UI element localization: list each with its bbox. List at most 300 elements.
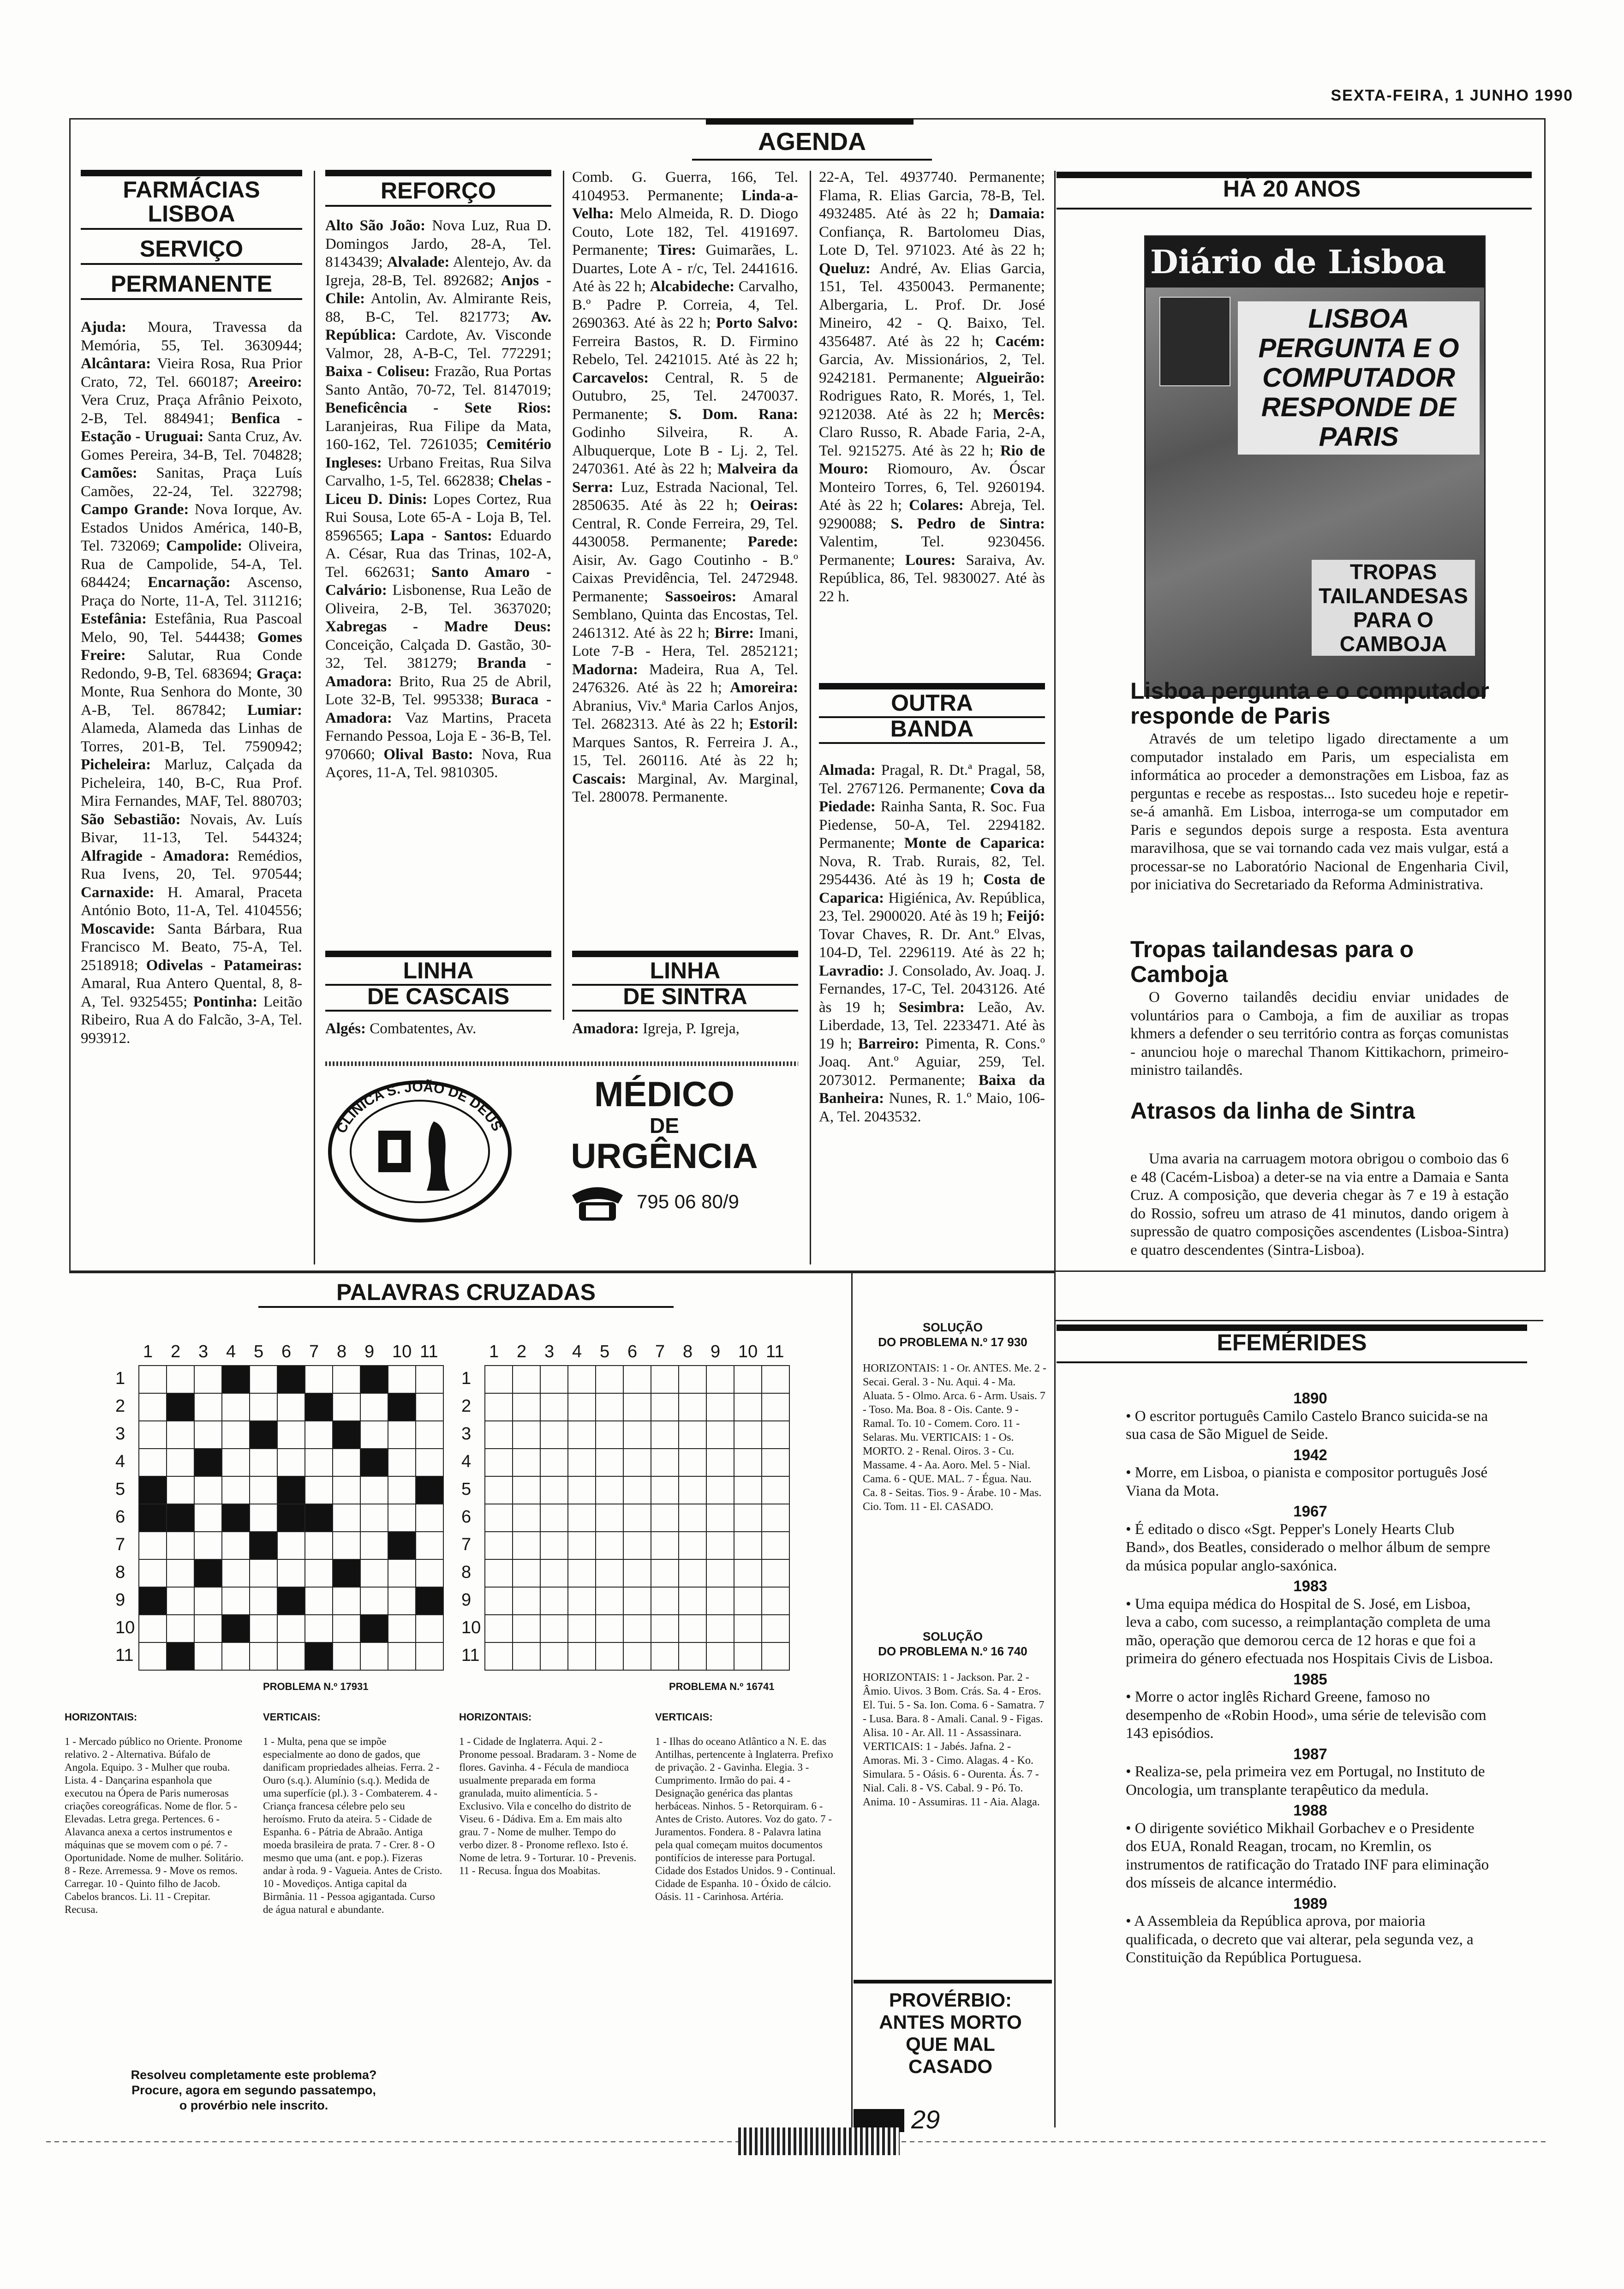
grid-cell (360, 1449, 388, 1476)
grid-cell (706, 1421, 734, 1449)
grid-cell (762, 1421, 789, 1449)
grid-cell (416, 1421, 443, 1449)
grid-cell (596, 1449, 623, 1476)
grid-cell (651, 1615, 679, 1642)
grid-cell (623, 1642, 651, 1670)
grid-cell (388, 1504, 416, 1532)
grid-cell (596, 1615, 623, 1642)
grid-cell (513, 1615, 540, 1642)
grid-cell (540, 1476, 568, 1504)
sintra-list: 22-A, Tel. 4937740. Permanente; Flama, R. Elias Garcia, 78-B, Tel. 4932485. Até às 22 h; Damaia: Confiança, R. Bartolomeu Dias, Lote D, Tel. 971023. Até às 22 h; Queluz: André, Av. Elias Garcia, 151, Tel. 4350043. Permanente; Albergaria, L. Prof. Dr. José Mineiro, 42 - Q. Baixo, Tel. 4356487. Até às 22 h; Cacém: Garcia, Av. Missionários, 2, Tel. 9242181. Permanente; Algueirão: Rodrigues Rato, R. Morés, 1, Tel. 9212038. Até às 22 h; Mercês: Claro Russo, R. Abade Faria, 2-A, Tel. 9215275. Até às 22 h; Rio de Mouro: Riomouro, Av. Óscar Monteiro Torres, 6, Tel. 9260194. Até às 22 h; Colares: Abreja, Tel. 9290088; S. Pedro de Sintra: Valentim, Tel. 9230456. Permanente; Loures: Saraiva, Av. República, 86, Tel. 9830027. Até às 22 h. (819, 169, 1045, 605)
crossword-footer-line: Resolveu completamente este problema? (131, 2068, 377, 2082)
grid-cell (167, 1421, 194, 1449)
grid-cell (513, 1504, 540, 1532)
grid-cell (734, 1642, 762, 1670)
grid-cell (360, 1615, 388, 1642)
grid-cell (485, 1421, 513, 1449)
grid-cell (596, 1421, 623, 1449)
grid-cell (388, 1532, 416, 1559)
grid-row-number: 2 (461, 1396, 472, 1416)
grid-cell (360, 1559, 388, 1587)
reforco-title: REFORÇO (325, 170, 551, 207)
grid-cell (139, 1421, 167, 1449)
efemerides-title: EFEMÉRIDES (1217, 1330, 1367, 1355)
article-2-head: Tropas tailandesas para o Camboja (1130, 936, 1414, 987)
grid-cell (762, 1559, 789, 1587)
grid-cell (596, 1642, 623, 1670)
grid-cell (513, 1587, 540, 1615)
grid-cell (416, 1449, 443, 1476)
grid-cell (194, 1615, 222, 1642)
grid-column-number: 2 (171, 1342, 181, 1361)
grid-cell (679, 1504, 706, 1532)
grid-cell (706, 1449, 734, 1476)
grid-cell (333, 1449, 360, 1476)
grid-cell (706, 1532, 734, 1559)
farmacias-subtitle-permanente: PERMANENTE (81, 270, 302, 300)
efemeride-year: 1987 (1293, 1745, 1327, 1762)
clues-left-horizontal: 1 - Mercado público no Oriente. Pronome relativo. 2 - Alternativa. Búfalo de Angola. Equipo. 3 - Mulher que rouba. Lista. 4 - Dançarina espanhola que executou na Ópera de Paris numerosas criações coreográficas. Nome de flor. 5 - Elevadas. Letra grega. Pertences. 6 - Alavanca anexa a certos instrumentos e máquinas que se movem com o pé. 7 - Oportunidade. Nome de mulher. Solitário. 8 - Reze. Arremessa. 9 - Move os remos. Carregar. 10 - Quinto filho de Jacob. Cabelos brancos. Li. 11 - Crepitar. Recusa. (65, 1736, 244, 1915)
dateline: SEXTA-FEIRA, 1 JUNHO 1990 (1331, 87, 1573, 104)
crossword-footer-line: o provérbio nele inscrito. (179, 2098, 328, 2112)
grid-cell (513, 1642, 540, 1670)
grid-cell (540, 1615, 568, 1642)
grid-cell (762, 1642, 789, 1670)
grid-cell (277, 1587, 305, 1615)
grid-cell (485, 1476, 513, 1504)
grid-row-number: 11 (461, 1646, 480, 1665)
outra-banda-title: OUTRA (819, 683, 1045, 718)
grid-cell (277, 1559, 305, 1587)
grid-cell (194, 1587, 222, 1615)
grid-row-number: 4 (115, 1452, 125, 1471)
clues-right-horizontal-head: HORIZONTAIS: (459, 1711, 532, 1723)
grid-column-number: 5 (254, 1342, 264, 1361)
grid-cell (388, 1559, 416, 1587)
grid-cell (485, 1393, 513, 1421)
grid-cell (679, 1421, 706, 1449)
grid-cell (305, 1642, 333, 1670)
grid-row-number: 1 (115, 1369, 125, 1388)
grid-row-number: 9 (461, 1590, 472, 1610)
efemeride-text: • Realiza-se, pela primeira vez em Portugal, no Instituto de Oncologia, um transplante terapêutico da medula. (1126, 1763, 1485, 1798)
grid-cell (277, 1449, 305, 1476)
grid-column-number: 11 (766, 1342, 784, 1361)
grid-cell (167, 1476, 194, 1504)
grid-cell (706, 1587, 734, 1615)
clinic-logo-text: CLÍNICA S. JOÃO DE DEUS (334, 1079, 505, 1136)
grid-cell (277, 1476, 305, 1504)
grid-cell (194, 1559, 222, 1587)
grid-cell (139, 1476, 167, 1504)
grid-cell (305, 1587, 333, 1615)
grid-cell (250, 1587, 277, 1615)
grid-cell (360, 1642, 388, 1670)
cascais-list: Comb. G. Guerra, 166, Tel. 4104953. Permanente; Linda-a-Velha: Melo Almeida, R. D. Diogo Couto, Lote 182, Tel. 4191697. Permanente; Tires: Guimarães, L. Duartes, Lote A - r/c, Tel. 2441616. Até às 22 h; Alcabideche: Carvalho, B.º Padre P. Correia, 4, Tel. 2690363. Até às 22 h; Porto Salvo: Ferreira Bastos, R. D. Firmino Rebelo, Tel. 2421015. Até às 22 h; Carcavelos: Central, R. 5 de Outubro, 25, Tel. 2470037. Permanente; S. Dom. Rana: Godinho Silveira, R. A. Albuquerque, Lote B - Lj. 2, Tel. 2470361. Até às 22 h; Malveira da Serra: Luz, Estrada Nacional, Tel. 2850635. Até às 22 h; Oeiras: Central, R. Conde Ferreira, 29, Tel. 4430058. Permanente; Parede: Aisir, Av. Gago Coutinho - B.º Caixas Previdência, Tel. 2472948. Permanente; Sassoeiros: Amaral Semblano, Quinta das Encostas, Tel. 2461312. Até às 22 h; Birre: Imani, Lote 7-B - Hera, Tel. 2852121; Madorna: Madeira, Rua A, Tel. 2476326. Até às 22 h; Amoreira: Abranius, Viv.ª Maria Carlos Anjos, Tel. 2682313. Até às 22 h; Estoril: Marques Santos, R. Ferreira J. A., 15, Tel. 260116. Até às 22 h; Cascais: Marginal, Av. Marginal, Tel. 280078. Permanente. (572, 169, 798, 805)
grid-column-number: 4 (226, 1342, 236, 1361)
grid-cell (360, 1393, 388, 1421)
grid-cell (416, 1476, 443, 1504)
linha-cascais-text: Algés: Combatentes, Av. (325, 1020, 477, 1037)
efemeride-text: • Morre, em Lisboa, o pianista e compositor português José Viana da Mota. (1126, 1464, 1488, 1499)
problem-right-label: PROBLEMA N.º 16741 (669, 1681, 775, 1692)
grid-cell (679, 1642, 706, 1670)
grid-cell (360, 1366, 388, 1393)
column-divider (563, 171, 564, 1020)
grid-cell (139, 1449, 167, 1476)
solution-2-title-line: DO PROBLEMA N.º 16 740 (878, 1644, 1027, 1658)
grid-cell (596, 1559, 623, 1587)
grid-row-number: 5 (461, 1480, 472, 1499)
grid-cell (596, 1587, 623, 1615)
grid-cell (167, 1532, 194, 1559)
efemeride-text: • É editado o disco «Sgt. Pepper's Lonely Hearts Club Band», dos Beatles, considerado o melhor álbum de sempre da música popular anglo-saxónica. (1126, 1521, 1490, 1574)
grid-cell (679, 1615, 706, 1642)
proverbio-line: CASADO (908, 2055, 992, 2077)
grid-cell (623, 1366, 651, 1393)
grid-cell (305, 1559, 333, 1587)
page-number: 29 (911, 2105, 940, 2134)
grid-cell (568, 1393, 596, 1421)
barcode-strip (738, 2127, 900, 2155)
column-divider (314, 171, 315, 1264)
grid-cell (360, 1504, 388, 1532)
grid-cell (167, 1366, 194, 1393)
grid-cell (485, 1449, 513, 1476)
grid-cell (568, 1532, 596, 1559)
crossword-grid-filled (138, 1365, 444, 1671)
grid-cell (734, 1421, 762, 1449)
grid-cell (651, 1449, 679, 1476)
grid-cell (679, 1366, 706, 1393)
grid-row-number: 4 (461, 1452, 472, 1471)
grid-cell (568, 1366, 596, 1393)
solution-2-title (858, 1629, 1047, 1659)
grid-cell (167, 1449, 194, 1476)
linha-cascais-subtitle: DE CASCAIS (325, 983, 551, 1012)
grid-cell (250, 1615, 277, 1642)
grid-cell (623, 1532, 651, 1559)
grid-row-number: 3 (115, 1424, 125, 1444)
grid-cell (540, 1559, 568, 1587)
grid-cell (222, 1504, 250, 1532)
farmacias-list: Ajuda: Moura, Travessa da Memória, 55, Tel. 3630944; Alcântara: Vieira Rosa, Rua Prior Crato, 72, Tel. 660187; Areeiro: Vera Cruz, Praça Afrânio Peixoto, 2-B, Tel. 884941; Benfica - Estação - Uruguai: Santa Cruz, Av. Gomes Pereira, 34-B, Tel. 704828; Camões: Sanitas, Praça Luís Camões, 22-24, Tel. 322798; Campo Grande: Nova Iorque, Av. Estados Unidos América, 140-B, Tel. 732069; Campolide: Oliveira, Rua de Campolide, 54-A, Tel. 684424; Encarnação: Ascenso, Praça do Norte, 11-A, Tel. 311216; Estefânia: Estefânia, Rua Pascoal Melo, 90, Tel. 544438; Gomes Freire: Salutar, Rua Conde Redondo, 9-B, Tel. 683694; Graça: Monte, Rua Senhora do Monte, 30 A-B, Tel. 867842; Lumiar: Alameda, Alameda das Linhas de Torres, 201-B, Tel. 7590942; Picheleira: Marluz, Calçada da Picheleira, 140, B-C, Rua Prof. Mira Fernandes, MAF, Tel. 880703; São Sebastião: Novais, Av. Luís Bivar, 11-13, Tel. 544324; Alfragide - Amadora: Remédios, Rua Ivens, 20, Tel. 970544; Carnaxide: H. Amaral, Praceta António Boto, 11-A, Tel. 4104556; Moscavide: Santa Bárbara, Rua Francisco M. Beato, 75-A, Tel. 2518918; Odivelas - Patameiras: Amaral, Rua Antero Quental, 8, 8-A, Tel. 9325455; Pontinha: Leitão Ribeiro, Rua A do Falcão, 3-A, Tel. 993912. (81, 319, 302, 1047)
grid-cell (568, 1476, 596, 1504)
grid-cell (706, 1504, 734, 1532)
grid-cell (416, 1504, 443, 1532)
grid-cell (194, 1421, 222, 1449)
grid-cell (305, 1366, 333, 1393)
grid-cell (416, 1532, 443, 1559)
efemeride-year: 1989 (1293, 1894, 1327, 1912)
grid-cell (623, 1615, 651, 1642)
clipping-headline: LISBOA PERGUNTA E O COMPUTADOR RESPONDE DE PARIS (1238, 301, 1480, 455)
grid-cell (416, 1559, 443, 1587)
agenda-title-rule (692, 159, 932, 161)
efemerides-list (1126, 1389, 1495, 1969)
grid-cell (305, 1393, 333, 1421)
grid-cell (388, 1393, 416, 1421)
grid-cell (734, 1532, 762, 1559)
proverbio-line: ANTES MORTO (879, 2011, 1022, 2033)
grid-cell (762, 1615, 789, 1642)
grid-cell (167, 1587, 194, 1615)
ad-urgencia: URGÊNCIA (571, 1137, 758, 1176)
efemeride-year: 1967 (1293, 1503, 1327, 1520)
ha20-title-rule (1057, 208, 1532, 210)
proverbio-rule (854, 1980, 1052, 1983)
solution-1-title-line: DO PROBLEMA N.º 17 930 (878, 1335, 1027, 1349)
crossword-footer (92, 2067, 415, 2113)
linha-sintra-subtitle: DE SINTRA (572, 983, 798, 1012)
grid-cell (277, 1366, 305, 1393)
grid-cell (513, 1532, 540, 1559)
crossword-footer-line: Procure, agora em segundo passatempo, (131, 2083, 376, 2097)
ad-de: DE (650, 1114, 679, 1138)
grid-cell (596, 1504, 623, 1532)
solution-1-text: HORIZONTAIS: 1 - Or. ANTES. Me. 2 - Secai. Geral. 3 - Nu. Aqui. 4 - Ma. Aluata. 5 - Olmo. Arca. 6 - Arm. Usais. 7 - Toso. Ma. Boa. 8 - Ois. Cante. 9 - Ramal. To. 10 - Comem. Coro. 11 - Selaras. Mu. VERTICAIS: 1 - Os. MORTO. 2 - Renal. Oiros. 3 - Cu. Massame. 4 - Aa. Aoro. Mel. 5 - Nial. Cama. 6 - QUE. MAL. 7 - Égua. Nau. Ca. 8 - Seitas. Tios. 9 - Árabe. 10 - Mas. Cio. Tom. 11 - El. CASADO. (863, 1362, 1047, 1513)
crossword-title: PALAVRAS CRUZADAS (258, 1278, 674, 1308)
grid-cell (360, 1476, 388, 1504)
solution-1-title (858, 1320, 1047, 1349)
grid-cell (596, 1393, 623, 1421)
grid-cell (568, 1615, 596, 1642)
grid-cell (333, 1559, 360, 1587)
grid-row-number: 5 (115, 1480, 125, 1499)
grid-cell (679, 1587, 706, 1615)
grid-cell (222, 1615, 250, 1642)
article-3-head: Atrasos da linha de Sintra (1130, 1098, 1415, 1124)
grid-row-number: 7 (115, 1535, 125, 1554)
grid-cell (139, 1532, 167, 1559)
grid-cell (651, 1642, 679, 1670)
grid-cell (679, 1559, 706, 1587)
grid-cell (734, 1449, 762, 1476)
crossword-grid-empty (484, 1365, 790, 1671)
grid-cell (222, 1532, 250, 1559)
grid-cell (623, 1449, 651, 1476)
grid-cell (139, 1504, 167, 1532)
clipping-masthead: Diário de Lisboa (1146, 237, 1484, 288)
grid-cell (222, 1642, 250, 1670)
grid-cell (250, 1642, 277, 1670)
grid-cell (513, 1366, 540, 1393)
grid-cell (333, 1421, 360, 1449)
grid-cell (305, 1449, 333, 1476)
grid-cell (679, 1476, 706, 1504)
efemeride-year: 1983 (1293, 1577, 1327, 1594)
efemeride-year: 1890 (1293, 1390, 1327, 1407)
grid-cell (540, 1504, 568, 1532)
grid-cell (250, 1476, 277, 1504)
grid-cell (333, 1587, 360, 1615)
efemerides-divider (1054, 1320, 1543, 1321)
solution-2-text: HORIZONTAIS: 1 - Jackson. Par. 2 - Âmio. Uivos. 3 Bom. Crás. Sa. 4 - Eros. El. Tui. 5 - Sa. Ion. Coma. 6 - Samatra. 7 - Lusa. Bara. 8 - Amali. Canal. 9 - Figas. Alisa. 10 - Ar. All. 11 - Assassinara. VERTICAIS: 1 - Jabés. Jafna. 2 - Amoras. Mi. 3 - Cimo. Alagas. 4 - Ko. Simulara. 5 - Oásis. 6 - Ourenta. Ás. 7 - Nial. Cali. 8 - VS. Cabal. 9 - Pó. To. Anima. 10 - Assumiras. 11 - Aia. Alaga. (863, 1672, 1045, 1808)
grid-cell (305, 1615, 333, 1642)
grid-cell (139, 1642, 167, 1670)
grid-cell (250, 1393, 277, 1421)
linha-sintra-title: LINHA (572, 951, 798, 986)
grid-cell (194, 1642, 222, 1670)
ha20-title: HÁ 20 ANOS (1223, 176, 1361, 202)
grid-cell (513, 1449, 540, 1476)
grid-cell (167, 1615, 194, 1642)
grid-column-number: 4 (572, 1342, 582, 1361)
agenda-title-bar (706, 118, 914, 125)
article-2-text: O Governo tailandês decidiu enviar unidades de voluntários para o Camboja, a fim de auxiliar as tropas khmers a defender o seu território contra as forças comunistas - anunciou hoje o marechal Thanom Kittikachorn, primeiro-ministro tailandês. (1130, 989, 1509, 1079)
clues-left-vertical: 1 - Multa, pena que se impõe especialmente ao dono de gados, que danificam propriedades alheias. Ferra. 2 - Ouro (s.q.). Alumínio (s.q.). Medida de uma superfície (pl.). 3 - Combaterem. 4 - Criança francesa célebre pelo seu heroísmo. Fruto da ateira. 5 - Cidade de Espanha. 6 - Pátria de Abraão. Antiga moeda brasileira de prata. 7 - Crer. 8 - O mesmo que uma (ant. e pop.). Fizeras andar à roda. 9 - Vagueia. Antes de Cristo. 10 - Movediços. Antiga capital da Birmânia. 11 - Pessoa agigantada. Curso de água natural e abundante. (263, 1736, 442, 1915)
grid-cell (416, 1393, 443, 1421)
clues-right-vertical: 1 - Ilhas do oceano Atlântico a N. E. das Antilhas, pertencente à Inglaterra. Prefixo de privação. 2 - Gavinha. Elegia. 3 - Cumprimento. Irmão do pai. 4 - Designação genérica das plantas herbáceas. Ninhos. 5 - Retorquiram. 6 - Antes de Cristo. Autores. Voz do gato. 7 - Juramentos. Fondera. 8 - Palavra latina pela qual começam muitos documentos pontifícios de interesse para Portugal. Cidade dos Estados Unidos. 9 - Continual. Cidade de Espanha. 10 - Óxido de cálcio. Oásis. 11 - Carinhosa. Artéria. (655, 1736, 836, 1902)
grid-cell (651, 1366, 679, 1393)
grid-cell (540, 1366, 568, 1393)
grid-cell (485, 1587, 513, 1615)
grid-cell (360, 1587, 388, 1615)
clues-right-horizontal: 1 - Cidade de Inglaterra. Aqui. 2 - Pronome pessoal. Bradaram. 3 - Nome de flores. Gavinha. 4 - Fécula de mandioca usualmente preparada em forma granulada, muito alimentícia. 5 - Exclusivo. Vila e concelho do distrito de Viseu. 6 - Dádiva. Em a. Em mais alto grau. 7 - Nome de mulher. Tempo do verbo dizer. 8 - Pronome reflexo. Isto é. Nome de letra. 9 - Torturar. 10 - Prevenis. 11 - Recusa. Íngua dos Moabitas. (459, 1736, 637, 1876)
grid-cell (139, 1559, 167, 1587)
grid-cell (250, 1449, 277, 1476)
grid-cell (250, 1366, 277, 1393)
article-3-text: Uma avaria na carruagem motora obrigou o comboio das 6 e 48 (Cacém-Lisboa) a deter-se na via entre a Damaia e Santa Cruz. A composição, que deveria chegar às 7 e 19 à estação do Rossio, sofreu um atraso de 41 minutos, dando origem à supressão de quatro composições ascendentes (Lisboa-Sintra) e quatro descendentes (Sintra-Lisboa). (1130, 1150, 1509, 1258)
grid-cell (222, 1476, 250, 1504)
linha-sintra-text: Amadora: Igreja, P. Igreja, (572, 1020, 740, 1037)
grid-cell (277, 1393, 305, 1421)
grid-cell (277, 1642, 305, 1670)
proverbio-line: PROVÉRBIO: (889, 1989, 1012, 2011)
grid-cell (388, 1615, 416, 1642)
efemeride-year: 1942 (1293, 1446, 1327, 1463)
grid-cell (250, 1532, 277, 1559)
telephone-icon (567, 1181, 627, 1223)
efemeride-text: • A Assembleia da República aprova, por maioria qualificada, o decreto que vai alterar, pela segunda vez, a Constituição da República Portuguesa. (1126, 1913, 1474, 1966)
grid-cell (651, 1532, 679, 1559)
grid-cell (568, 1587, 596, 1615)
grid-column-number: 8 (337, 1342, 347, 1361)
grid-cell (388, 1587, 416, 1615)
grid-cell (651, 1504, 679, 1532)
column-divider (810, 171, 811, 1264)
grid-row-number: 6 (115, 1507, 125, 1527)
grid-row-number: 1 (461, 1369, 472, 1388)
grid-cell (679, 1449, 706, 1476)
grid-column-number: 2 (517, 1342, 527, 1361)
grid-cell (706, 1476, 734, 1504)
grid-cell (222, 1587, 250, 1615)
grid-row-number: 3 (461, 1424, 472, 1444)
grid-cell (623, 1421, 651, 1449)
grid-cell (388, 1449, 416, 1476)
grid-row-number: 10 (115, 1618, 135, 1637)
grid-cell (416, 1642, 443, 1670)
grid-cell (540, 1449, 568, 1476)
grid-cell (623, 1476, 651, 1504)
grid-cell (706, 1642, 734, 1670)
grid-cell (762, 1476, 789, 1504)
grid-cell (540, 1532, 568, 1559)
grid-cell (513, 1476, 540, 1504)
grid-column-number: 3 (544, 1342, 555, 1361)
grid-cell (333, 1532, 360, 1559)
grid-cell (762, 1366, 789, 1393)
grid-cell (485, 1532, 513, 1559)
grid-cell (222, 1559, 250, 1587)
grid-cell (277, 1504, 305, 1532)
clues-left-vertical-head: VERTICAIS: (263, 1711, 321, 1723)
grid-cell (762, 1504, 789, 1532)
grid-cell (333, 1476, 360, 1504)
grid-cell (388, 1421, 416, 1449)
grid-cell (277, 1421, 305, 1449)
grid-cell (167, 1642, 194, 1670)
grid-cell (679, 1393, 706, 1421)
grid-cell (568, 1449, 596, 1476)
grid-column-number: 6 (627, 1342, 638, 1361)
efemeride-text: • O escritor português Camilo Castelo Branco suicida-se na sua casa de São Miguel de Seide. (1126, 1408, 1488, 1443)
solution-2-title-line: SOLUÇÃO (923, 1630, 983, 1643)
efemerides-title-rule (1057, 1361, 1527, 1363)
farmacias-subtitle-lisboa: LISBOA (81, 199, 302, 230)
grid-cell (651, 1393, 679, 1421)
grid-cell (734, 1393, 762, 1421)
agenda-title: AGENDA (758, 128, 866, 156)
grid-row-number: 10 (461, 1618, 481, 1637)
grid-cell (250, 1421, 277, 1449)
grid-cell (734, 1559, 762, 1587)
grid-cell (651, 1587, 679, 1615)
grid-cell (568, 1421, 596, 1449)
grid-cell (194, 1532, 222, 1559)
grid-cell (416, 1366, 443, 1393)
ad-medico: MÉDICO (594, 1075, 734, 1114)
outra-banda-subtitle: BANDA (819, 715, 1045, 744)
grid-cell (194, 1476, 222, 1504)
grid-cell (277, 1615, 305, 1642)
proverbio (854, 1989, 1047, 2078)
grid-row-number: 6 (461, 1507, 472, 1527)
clipping-portrait (1159, 297, 1230, 386)
clues-right-vertical-head: VERTICAIS: (655, 1711, 713, 1723)
grid-cell (596, 1532, 623, 1559)
grid-cell (222, 1421, 250, 1449)
grid-cell (540, 1642, 568, 1670)
grid-cell (167, 1504, 194, 1532)
grid-cell (416, 1587, 443, 1615)
grid-column-number: 3 (198, 1342, 209, 1361)
grid-cell (333, 1393, 360, 1421)
grid-cell (305, 1504, 333, 1532)
grid-column-number: 8 (683, 1342, 693, 1361)
grid-cell (333, 1642, 360, 1670)
solution-1-title-line: SOLUÇÃO (923, 1320, 983, 1334)
grid-cell (623, 1393, 651, 1421)
grid-column-number: 10 (392, 1342, 412, 1361)
grid-row-number: 9 (115, 1590, 125, 1610)
clipping-subheadline: TROPAS TAILANDESAS PARA O CAMBOJA (1312, 560, 1475, 656)
grid-cell (540, 1421, 568, 1449)
farmacias-title: FARMÁCIAS (81, 170, 302, 203)
grid-cell (706, 1559, 734, 1587)
grid-cell (734, 1476, 762, 1504)
grid-cell (333, 1504, 360, 1532)
grid-cell (540, 1393, 568, 1421)
grid-cell (277, 1532, 305, 1559)
grid-cell (485, 1615, 513, 1642)
efemeride-text: • Morre o actor inglês Richard Greene, famoso no desempenho de «Robin Hood», uma série de televisão com 143 episódios. (1126, 1689, 1487, 1742)
grid-cell (762, 1587, 789, 1615)
reforco-list: Alto São João: Nova Luz, Rua D. Domingos Jardo, 28-A, Tel. 8143439; Alvalade: Alentejo, Av. da Igreja, 28-B, Tel. 892682; Anjos - Chile: Antolin, Av. Almirante Reis, 88, B-C, Tel. 821773; Av. República: Cardote, Av. Visconde Valmor, 28, A-B-C, Tel. 772291; Baixa - Coliseu: Frazão, Rua Portas Santo Antão, 70-72, Tel. 8147019; Beneficência - Sete Rios: Laranjeiras, Rua Filipe da Mata, 160-162, Tel. 7261035; Cemitério Ingleses: Urbano Freitas, Rua Silva Carvalho, 1-5, Tel. 662838; Chelas - Liceu D. Dinis: Lopes Cortez, Rua Rui Sousa, Lote 65-A - Loja B, Tel. 8596565; Lapa - Santos: Eduardo A. César, Rua das Trinas, 102-A, Tel. 662631; Santo Amaro - Calvário: Lisbonense, Rua Leão de Oliveira, 2-B, Tel. 3637020; Xabregas - Madre Deus: Conceição, Calçada D. Gastão, 30-32, Tel. 381279; Branda - Amadora: Brito, Rua 25 de Abril, Lote 32-B, Tel. 995338; Buraca - Amadora: Vaz Martins, Praceta Fernando Pessoa, Loja E - 36-B, Tel. 970660; Olival Basto: Nova, Rua Açores, 11-A, Tel. 9810305. (325, 217, 551, 781)
grid-cell (734, 1504, 762, 1532)
grid-cell (194, 1393, 222, 1421)
